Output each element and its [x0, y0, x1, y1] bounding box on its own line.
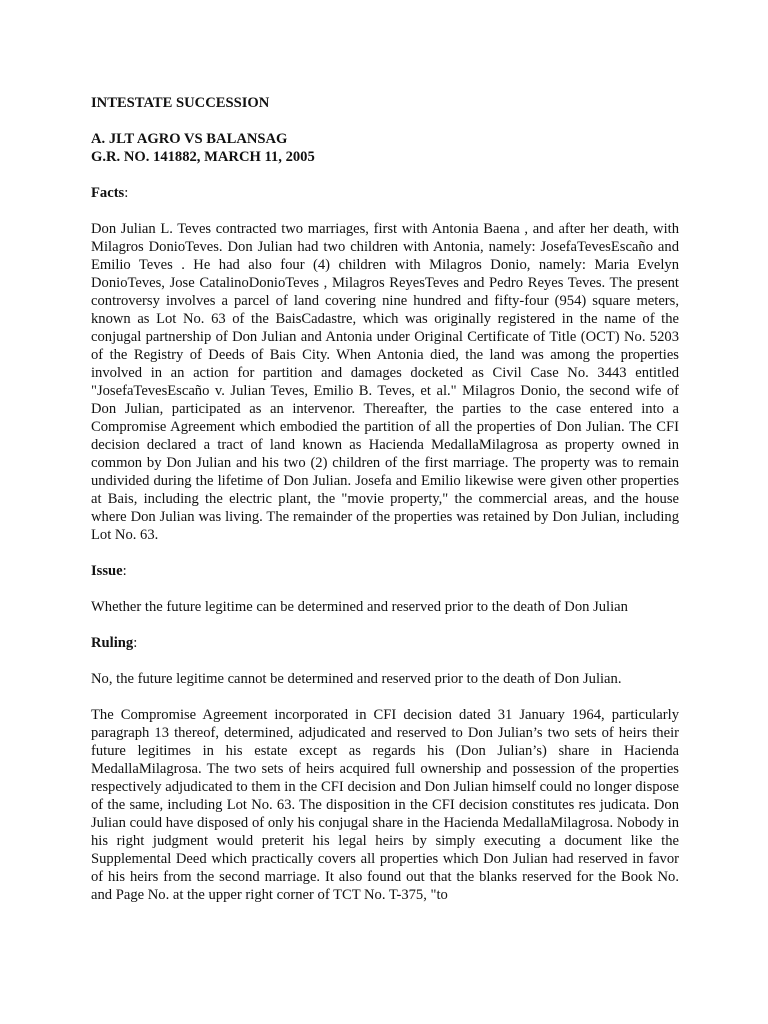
facts-label: Facts — [91, 185, 125, 201]
issue-paragraph: Whether the future legitime can be determined and reserved prior to the death of Don Julian — [91, 599, 628, 615]
ruling-heading: Ruling: — [91, 635, 138, 651]
issue-heading: Issue: — [91, 563, 127, 579]
document-page — [91, 88, 679, 904]
case-name: A. JLT AGRO VS BALANSAG — [91, 131, 288, 147]
case-caption — [91, 130, 679, 166]
case-number: G.R. NO. 141882, MARCH 11, 2005 — [91, 149, 315, 165]
ruling-detail-paragraph: The Compromise Agreement incorporated in CFI decision dated 31 January 1964, particularly paragraph 13 thereof, determined, adjudicated and reserved to Don Julian’s two sets of heirs their future legitimes in his estate except as regards his (Don Julian’s) share in Hacienda MedallaMilagrosa. The two sets of heirs acquired full ownership and possession of the properties respectively adjudicated to them in the CFI decision and Don Julian himself could no longer dispose of the same, including Lot No. 63. The disposition in the CFI decision constitutes res judicata. Don Julian could have disposed of only his conjugal share in the Hacienda MedallaMilagrosa. Nobody in his right judgment would preterit his legal heirs by simply executing a document like the Supplemental Deed which practically covers all properties which Don Julian had reserved in favor of his heirs from the second marriage. It also found out that the blanks reserved for the Book No. and Page No. at the upper right corner of TCT No. T-375, "to — [91, 707, 679, 903]
ruling-label: Ruling — [91, 635, 134, 651]
facts-heading: Facts: — [91, 185, 129, 201]
document-title: INTESTATE SUCCESSION — [91, 95, 270, 111]
ruling-paragraph: No, the future legitime cannot be determined and reserved prior to the death of Don Julian. — [91, 671, 622, 687]
facts-paragraph: Don Julian L. Teves contracted two marriages, first with Antonia Baena , and after her death, with Milagros DonioTeves. Don Julian had two children with Antonia, namely: JosefaTevesEscaño and Emilio Teves . He had also four (4) children with Milagros Donio, namely: Maria Evelyn DonioTeves, Jose CatalinoDonioTeves , Milagros ReyesTeves and Pedro Reyes Teves. The present controversy involves a parcel of land covering nine hundred and fifty-four (954) square meters, known as Lot No. 63 of the BaisCadastre, which was originally registered in the name of the conjugal partnership of Don Julian and Antonia under Original Certificate of Title (OCT) No. 5203 of the Registry of Deeds of Bais City. When Antonia died, the land was among the properties involved in an action for partition and damages docketed as Civil Case No. 3443 entitled "JosefaTevesEscaño v. Julian Teves, Emilio B. Teves, et al." Milagros Donio, the second wife of Don Julian, participated as an intervenor. Thereafter, the parties to the case entered into a Compromise Agreement which embodied the partition of all the properties of Don Julian. The CFI decision declared a tract of land known as Hacienda MedallaMilagrosa as property owned in common by Don Julian and his two (2) children of the first marriage. The property was to remain undivided during the lifetime of Don Julian. Josefa and Emilio likewise were given other properties at Bais, including the electric plant, the "movie property," the commercial areas, and the house where Don Julian was living. The remainder of the properties was retained by Don Julian, including Lot No. 63. — [91, 221, 679, 543]
issue-label: Issue — [91, 563, 123, 579]
